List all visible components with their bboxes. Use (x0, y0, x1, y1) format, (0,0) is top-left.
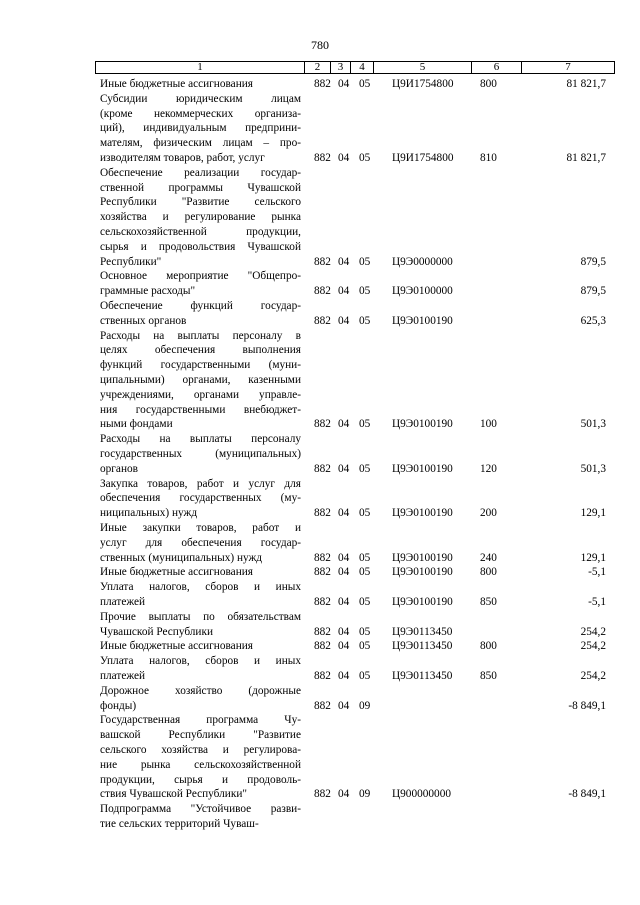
cell-c4: 05 (359, 669, 371, 682)
cell-c7: 879,5 (580, 285, 606, 298)
description-line: Обеспечение функций государ- (100, 300, 301, 312)
cell-c2: 882 (314, 418, 331, 431)
header-col-6: 6 (493, 61, 500, 73)
description-line: функций государственными (муни- (100, 359, 301, 372)
row-description (100, 610, 301, 640)
cell-c5: Ц9Э0100000 (392, 285, 453, 298)
cell-c3: 04 (338, 788, 350, 801)
cell-c5: Ц9Э0100190 (392, 314, 453, 327)
description-line: (кроме некоммерческих организа- (100, 107, 301, 120)
description-line: ние рынка сельскохозяйственной (100, 758, 301, 771)
header-col-4: 4 (359, 61, 365, 73)
description-line: Расходы на выплаты персоналу в (100, 329, 301, 342)
table-row (0, 639, 640, 654)
table-row (0, 299, 640, 329)
description-line: Уплата налогов, сборов и иных (100, 655, 301, 668)
row-description (100, 713, 301, 802)
cell-c3: 04 (338, 699, 350, 712)
table-header (95, 61, 615, 74)
cell-c2: 882 (314, 462, 331, 475)
cell-c7: 501,3 (580, 418, 606, 431)
description-line: Обеспечение реализации государ- (100, 166, 301, 179)
description-line: обеспечения государственных (му- (100, 492, 301, 505)
row-description (100, 329, 301, 433)
table-row (0, 802, 640, 832)
description-line: Республики" (100, 255, 162, 268)
cell-c7: -5,1 (588, 595, 606, 608)
cell-c2: 882 (314, 699, 331, 712)
table-row (0, 521, 640, 565)
cell-c6: 100 (480, 418, 497, 431)
description-line: государственных (муниципальных) (100, 447, 301, 460)
description-line: ственных (муниципальных) нужд (100, 551, 263, 564)
description-line: Прочие выплаты по обязательствам (100, 610, 301, 623)
cell-c4: 05 (359, 640, 371, 653)
header-col-5: 5 (419, 61, 426, 73)
cell-c3: 04 (338, 462, 350, 475)
header-col-7: 7 (565, 61, 571, 73)
cell-c4: 05 (359, 255, 371, 268)
cell-c4: 05 (359, 418, 371, 431)
table-row (0, 654, 640, 684)
cell-c3: 04 (338, 551, 350, 564)
header-col-3: 3 (337, 61, 344, 73)
description-line: сырья и продовольствия Чувашской (100, 240, 301, 253)
description-line: Иные бюджетные ассигнования (100, 640, 253, 653)
cell-c2: 882 (314, 255, 331, 268)
description-line: целях обеспечения выполнения (100, 344, 301, 357)
description-line: Иные закупки товаров, работ и (100, 522, 301, 534)
table-row (0, 92, 640, 166)
description-line: платежей (100, 669, 146, 682)
row-description (100, 166, 301, 270)
description-line: Государственная программа Чу- (100, 714, 301, 727)
cell-c2: 882 (314, 551, 331, 564)
cell-c2: 882 (314, 595, 331, 608)
cell-c7: -5,1 (588, 566, 606, 579)
description-line: Дорожное хозяйство (дорожные (100, 684, 301, 697)
cell-c2: 882 (314, 507, 331, 520)
cell-c3: 04 (338, 151, 350, 164)
table-row (0, 432, 640, 476)
cell-c2: 882 (314, 151, 331, 164)
cell-c4: 05 (359, 78, 371, 90)
description-line: изводителям товаров, работ, услуг (100, 151, 265, 164)
description-line: учреждениями, органами управле- (100, 388, 301, 401)
cell-c6: 120 (480, 462, 497, 475)
table-row (0, 329, 640, 433)
description-line: фонды) (100, 699, 137, 712)
table-row (0, 580, 640, 610)
cell-c6: 850 (480, 669, 497, 682)
cell-c5: Ц9Э0100190 (392, 507, 453, 520)
description-line: ципальными) органами, казенными (100, 373, 301, 386)
description-line: хозяйства и регулирование рынка (100, 211, 301, 224)
description-line: сельскохозяйственной продукции, (100, 225, 301, 238)
description-line: Подпрограмма "Устойчивое разви- (100, 803, 301, 816)
description-line: сельского хозяйства и регулирова- (100, 743, 301, 756)
table-row (0, 477, 640, 521)
cell-c5: Ц9Э0000000 (392, 255, 453, 268)
description-line: Республики "Развитие сельского (100, 196, 301, 209)
cell-c4: 05 (359, 462, 371, 475)
cell-c7: 254,2 (580, 669, 606, 682)
description-line: Субсидии юридическим лицам (100, 92, 301, 105)
cell-c4: 05 (359, 566, 371, 579)
cell-c2: 882 (314, 625, 331, 638)
cell-c4: 05 (359, 151, 371, 164)
cell-c4: 05 (359, 595, 371, 608)
table-row (0, 166, 640, 270)
cell-c3: 04 (338, 640, 350, 653)
cell-c3: 04 (338, 507, 350, 520)
cell-c6: 200 (480, 507, 497, 520)
description-line: услуг для обеспечения государ- (100, 536, 301, 549)
table-row (0, 684, 640, 714)
table-row (0, 269, 640, 299)
cell-c3: 04 (338, 566, 350, 579)
cell-c3: 04 (338, 669, 350, 682)
row-description (100, 269, 301, 299)
description-line: Иные бюджетные ассигнования (100, 566, 253, 579)
row-description (100, 521, 301, 565)
cell-c3: 04 (338, 418, 350, 431)
row-description (100, 654, 301, 684)
description-line: ственных органов (100, 314, 187, 327)
cell-c5: Ц9И1754800 (392, 78, 454, 90)
cell-c5: Ц9Э0113450 (392, 640, 453, 653)
cell-c2: 882 (314, 78, 331, 90)
header-col-2: 2 (314, 61, 321, 73)
cell-c3: 04 (338, 625, 350, 638)
description-line: тие сельских территорий Чуваш- (100, 817, 259, 830)
description-line: Уплата налогов, сборов и иных (100, 581, 301, 594)
description-line: ными фондами (100, 418, 173, 431)
row-description (100, 92, 301, 166)
cell-c7: 254,2 (580, 625, 606, 638)
row-description (100, 477, 301, 521)
cell-c6: 800 (480, 78, 497, 90)
cell-c5: Ц9Э0100190 (392, 551, 453, 564)
cell-c3: 04 (338, 285, 350, 298)
row-description (100, 639, 301, 654)
description-line: ственной программы Чувашской (100, 181, 301, 194)
description-line: ния государственными внебюджет- (100, 403, 301, 416)
cell-c5: Ц900000000 (392, 788, 451, 801)
cell-c5: Ц9Э0113450 (392, 625, 453, 638)
cell-c3: 04 (338, 595, 350, 608)
description-line: вашской Республики "Развитие (100, 729, 301, 742)
cell-c4: 05 (359, 625, 371, 638)
table-row (0, 610, 640, 640)
row-description (100, 684, 301, 714)
page-number: 780 (311, 38, 329, 52)
cell-c5: Ц9Э0113450 (392, 669, 453, 682)
cell-c6: 240 (480, 551, 497, 564)
table-row (0, 713, 640, 802)
row-description (100, 77, 301, 92)
cell-c7: 129,1 (580, 551, 606, 564)
cell-c6: 800 (480, 640, 497, 653)
cell-c7: -8 849,1 (568, 788, 606, 801)
cell-c3: 04 (338, 314, 350, 327)
cell-c2: 882 (314, 566, 331, 579)
description-line: граммные расходы" (100, 285, 196, 298)
cell-c5: Ц9Э0100190 (392, 566, 453, 579)
description-line: продукции, сырья и продоволь- (100, 773, 301, 786)
description-line: Закупка товаров, работ и услуг для (100, 477, 301, 490)
cell-c7: 625,3 (580, 314, 606, 327)
description-line: ствия Чувашской Республики" (100, 788, 247, 801)
cell-c2: 882 (314, 640, 331, 653)
description-line: ниципальных) нужд (100, 507, 198, 520)
cell-c4: 05 (359, 551, 371, 564)
row-description (100, 802, 301, 832)
cell-c3: 04 (338, 78, 350, 90)
cell-c4: 05 (359, 314, 371, 327)
cell-c7: 501,3 (580, 462, 606, 475)
cell-c5: Ц9Э0100190 (392, 462, 453, 475)
cell-c7: 81 821,7 (566, 151, 606, 164)
row-description (100, 580, 301, 610)
cell-c4: 05 (359, 285, 371, 298)
cell-c7: -8 849,1 (568, 699, 606, 712)
description-line: органов (100, 462, 138, 475)
cell-c4: 09 (359, 788, 371, 801)
cell-c6: 850 (480, 595, 497, 608)
row-description (100, 432, 301, 476)
cell-c4: 09 (359, 699, 371, 712)
cell-c7: 254,2 (580, 640, 606, 653)
description-line: мателям, физическим лицам – про- (100, 137, 301, 150)
cell-c5: Ц9И1754800 (392, 151, 454, 164)
cell-c7: 879,5 (580, 255, 606, 268)
cell-c6: 810 (480, 151, 497, 164)
description-line: Чувашской Республики (100, 625, 214, 638)
table-row (0, 565, 640, 580)
description-line: ций), индивидуальным предприни- (100, 122, 301, 135)
cell-c2: 882 (314, 669, 331, 682)
description-line: Иные бюджетные ассигнования (100, 78, 253, 90)
cell-c6: 800 (480, 566, 497, 579)
description-line: Расходы на выплаты персоналу (100, 433, 301, 446)
cell-c5: Ц9Э0100190 (392, 595, 453, 608)
cell-c7: 129,1 (580, 507, 606, 520)
table-row (0, 77, 640, 92)
description-line: Основное мероприятие "Общепро- (100, 270, 301, 283)
cell-c2: 882 (314, 285, 331, 298)
cell-c7: 81 821,7 (566, 78, 606, 90)
cell-c2: 882 (314, 788, 331, 801)
description-line: платежей (100, 595, 146, 608)
cell-c3: 04 (338, 255, 350, 268)
row-description (100, 299, 301, 329)
header-col-1: 1 (197, 61, 203, 73)
cell-c5: Ц9Э0100190 (392, 418, 453, 431)
row-description (100, 565, 301, 580)
cell-c4: 05 (359, 507, 371, 520)
cell-c2: 882 (314, 314, 331, 327)
